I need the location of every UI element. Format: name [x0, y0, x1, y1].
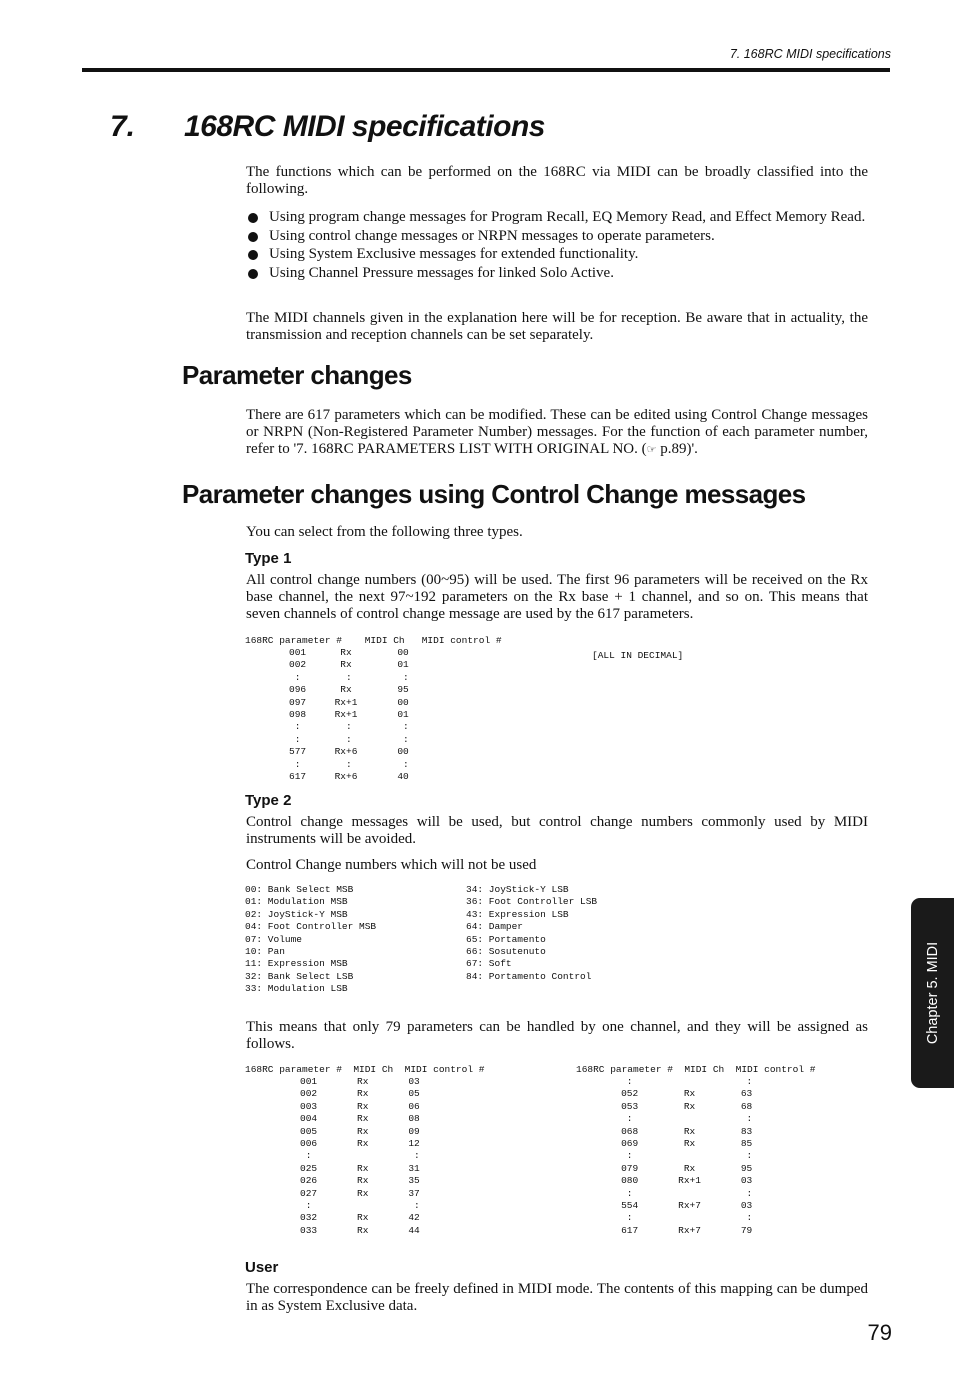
list-item: 01: Modulation MSB — [245, 896, 348, 908]
intro-paragraph: The functions which can be performed on the 168RC via MIDI can be broadly classified into the following. — [246, 164, 868, 197]
table-row: 003 Rx 06 — [300, 1100, 420, 1112]
table-row: 080 Rx+1 03 — [604, 1175, 753, 1187]
parameter-changes-paragraph: There are 617 parameters which can be modified. These can be edited using Control Change messages or NRPN (Non-Registered Parameter Number) messages. For the function of each parameter number, refer to '7. 168RC PARAMETERS LIST WITH ORIGINAL NO. (☞ p.89)'. — [246, 407, 868, 457]
chapter-side-tab[interactable] — [911, 898, 954, 1088]
chapter-title: 168RC MIDI specifications — [184, 110, 545, 143]
unused-cc-list-left — [245, 884, 376, 996]
type2-right-table-header: 168RC parameter # MIDI Ch MIDI control # — [576, 1064, 816, 1075]
table-row: 068 Rx 83 — [604, 1125, 753, 1137]
table-row: 577 Rx+6 00 — [289, 746, 409, 758]
type2-left-table — [300, 1076, 420, 1237]
unused-cc-heading: Control Change numbers which will not be used — [246, 857, 537, 873]
table-row: 617 Rx+7 79 — [604, 1224, 753, 1236]
assignment-paragraph: This means that only 79 parameters can be handled by one channel, and they will be assigned as follows. — [246, 1019, 868, 1052]
bullet-icon — [248, 232, 258, 242]
list-item: 07: Volume — [245, 933, 303, 945]
bullet-icon — [248, 250, 258, 260]
list-item: 00: Bank Select MSB — [245, 884, 354, 895]
list-item: 66: Sosutenuto — [466, 946, 546, 958]
type2-paragraph: Control change messages will be used, but control change numbers commonly used by MIDI instruments will be avoided. — [246, 814, 868, 847]
list-item: 33: Modulation LSB — [245, 983, 348, 995]
list-item: 11: Expression MSB — [245, 958, 348, 970]
type1-heading: Type 1 — [245, 550, 292, 567]
table-row: 053 Rx 68 — [604, 1100, 753, 1112]
table-row: 079 Rx 95 — [604, 1162, 753, 1174]
list-item: 67: Soft — [466, 958, 512, 970]
list-item: 36: Foot Controller LSB — [466, 896, 598, 908]
table-row: : : — [604, 1212, 753, 1224]
list-item: Using control change messages or NRPN messages to operate parameters. — [246, 228, 868, 245]
table-row: 027 Rx 37 — [300, 1187, 420, 1199]
function-list — [246, 209, 868, 283]
type2-heading: Type 2 — [245, 792, 292, 809]
list-item: 84: Portamento Control — [466, 970, 592, 982]
type2-right-table — [604, 1076, 752, 1237]
table-row: 001 Rx 00 — [289, 647, 409, 658]
bullet-icon — [248, 269, 258, 279]
type1-table-note: [ALL IN DECIMAL] — [592, 650, 684, 661]
list-item: Using System Exclusive messages for extended functionality. — [246, 246, 868, 263]
table-row: 025 Rx 31 — [300, 1162, 420, 1174]
chapter-number: 7. — [110, 110, 136, 143]
section-heading-control-change: Parameter changes using Control Change messages — [182, 479, 806, 509]
user-paragraph: The correspondence can be freely defined in MIDI mode. The contents of this mapping can be dumped in as System Exclusive data. — [246, 1281, 868, 1314]
table-row: : : — [300, 1200, 420, 1212]
table-row: : : — [300, 1150, 420, 1162]
table-row: : : : — [289, 721, 409, 733]
list-item: 04: Foot Controller MSB — [245, 921, 377, 933]
type2-left-table-header: 168RC parameter # MIDI Ch MIDI control # — [245, 1064, 485, 1075]
user-heading: User — [245, 1259, 279, 1276]
type1-paragraph: All control change numbers (00~95) will be used. The first 96 parameters will be received on the Rx base channel, the next 97~192 parameters on the Rx base + 1 channel, and so on. This means that seven channels of control change message are used by the 617 parameters. — [246, 572, 868, 622]
table-row: : : : — [289, 733, 409, 745]
table-row: : : — [604, 1076, 753, 1087]
list-item: 65: Portamento — [466, 933, 546, 945]
channels-note: The MIDI channels given in the explanation here will be for reception. Be aware that in actuality, the transmission and reception channels can be set separately. — [246, 310, 868, 343]
list-item: 10: Pan — [245, 946, 285, 958]
table-row: 098 Rx+1 01 — [289, 709, 409, 721]
table-row: 032 Rx 42 — [300, 1212, 420, 1224]
table-row: 004 Rx 08 — [300, 1113, 420, 1125]
table-row: : : — [604, 1113, 753, 1125]
type1-table-header: 168RC parameter # MIDI Ch MIDI control # — [245, 635, 502, 646]
list-item: 34: JoyStick-Y LSB — [466, 884, 569, 895]
list-item: 43: Expression LSB — [466, 908, 569, 920]
table-row: 033 Rx 44 — [300, 1224, 420, 1236]
page-number: 79 — [867, 1320, 892, 1345]
table-row: 554 Rx+7 03 — [604, 1200, 753, 1212]
table-row: 617 Rx+6 40 — [289, 771, 409, 783]
control-change-intro: You can select from the following three types. — [246, 524, 523, 540]
list-item: Using Channel Pressure messages for linked Solo Active. — [246, 265, 868, 282]
running-header: 7. 168RC MIDI specifications — [729, 47, 891, 61]
header-rule — [82, 68, 890, 72]
list-item: Using program change messages for Program Recall, EQ Memory Read, and Effect Memory Read. — [246, 209, 868, 226]
table-row: 096 Rx 95 — [289, 684, 409, 696]
table-row: 006 Rx 12 — [300, 1138, 420, 1150]
table-row: : : — [604, 1150, 753, 1162]
table-row: : : — [604, 1187, 753, 1199]
pointing-hand-icon: ☞ — [646, 443, 657, 456]
list-item: 64: Damper — [466, 921, 524, 933]
list-item: 32: Bank Select LSB — [245, 970, 354, 982]
side-tab-label: Chapter 5. MIDI — [924, 941, 941, 1045]
list-item: 02: JoyStick-Y MSB — [245, 908, 348, 920]
table-row: 069 Rx 85 — [604, 1138, 753, 1150]
unused-cc-list-right — [466, 884, 597, 983]
table-row: : : : — [289, 758, 409, 770]
section-heading-parameter-changes: Parameter changes — [182, 360, 412, 390]
type1-table — [289, 647, 409, 783]
table-row: 026 Rx 35 — [300, 1175, 420, 1187]
table-row: 001 Rx 03 — [300, 1076, 420, 1087]
bullet-icon — [248, 213, 258, 223]
table-row: 005 Rx 09 — [300, 1125, 420, 1137]
table-row: 052 Rx 63 — [604, 1088, 753, 1100]
table-row: 002 Rx 05 — [300, 1088, 420, 1100]
table-row: 097 Rx+1 00 — [289, 696, 409, 708]
table-row: 002 Rx 01 — [289, 659, 409, 671]
table-row: : : : — [289, 671, 409, 683]
